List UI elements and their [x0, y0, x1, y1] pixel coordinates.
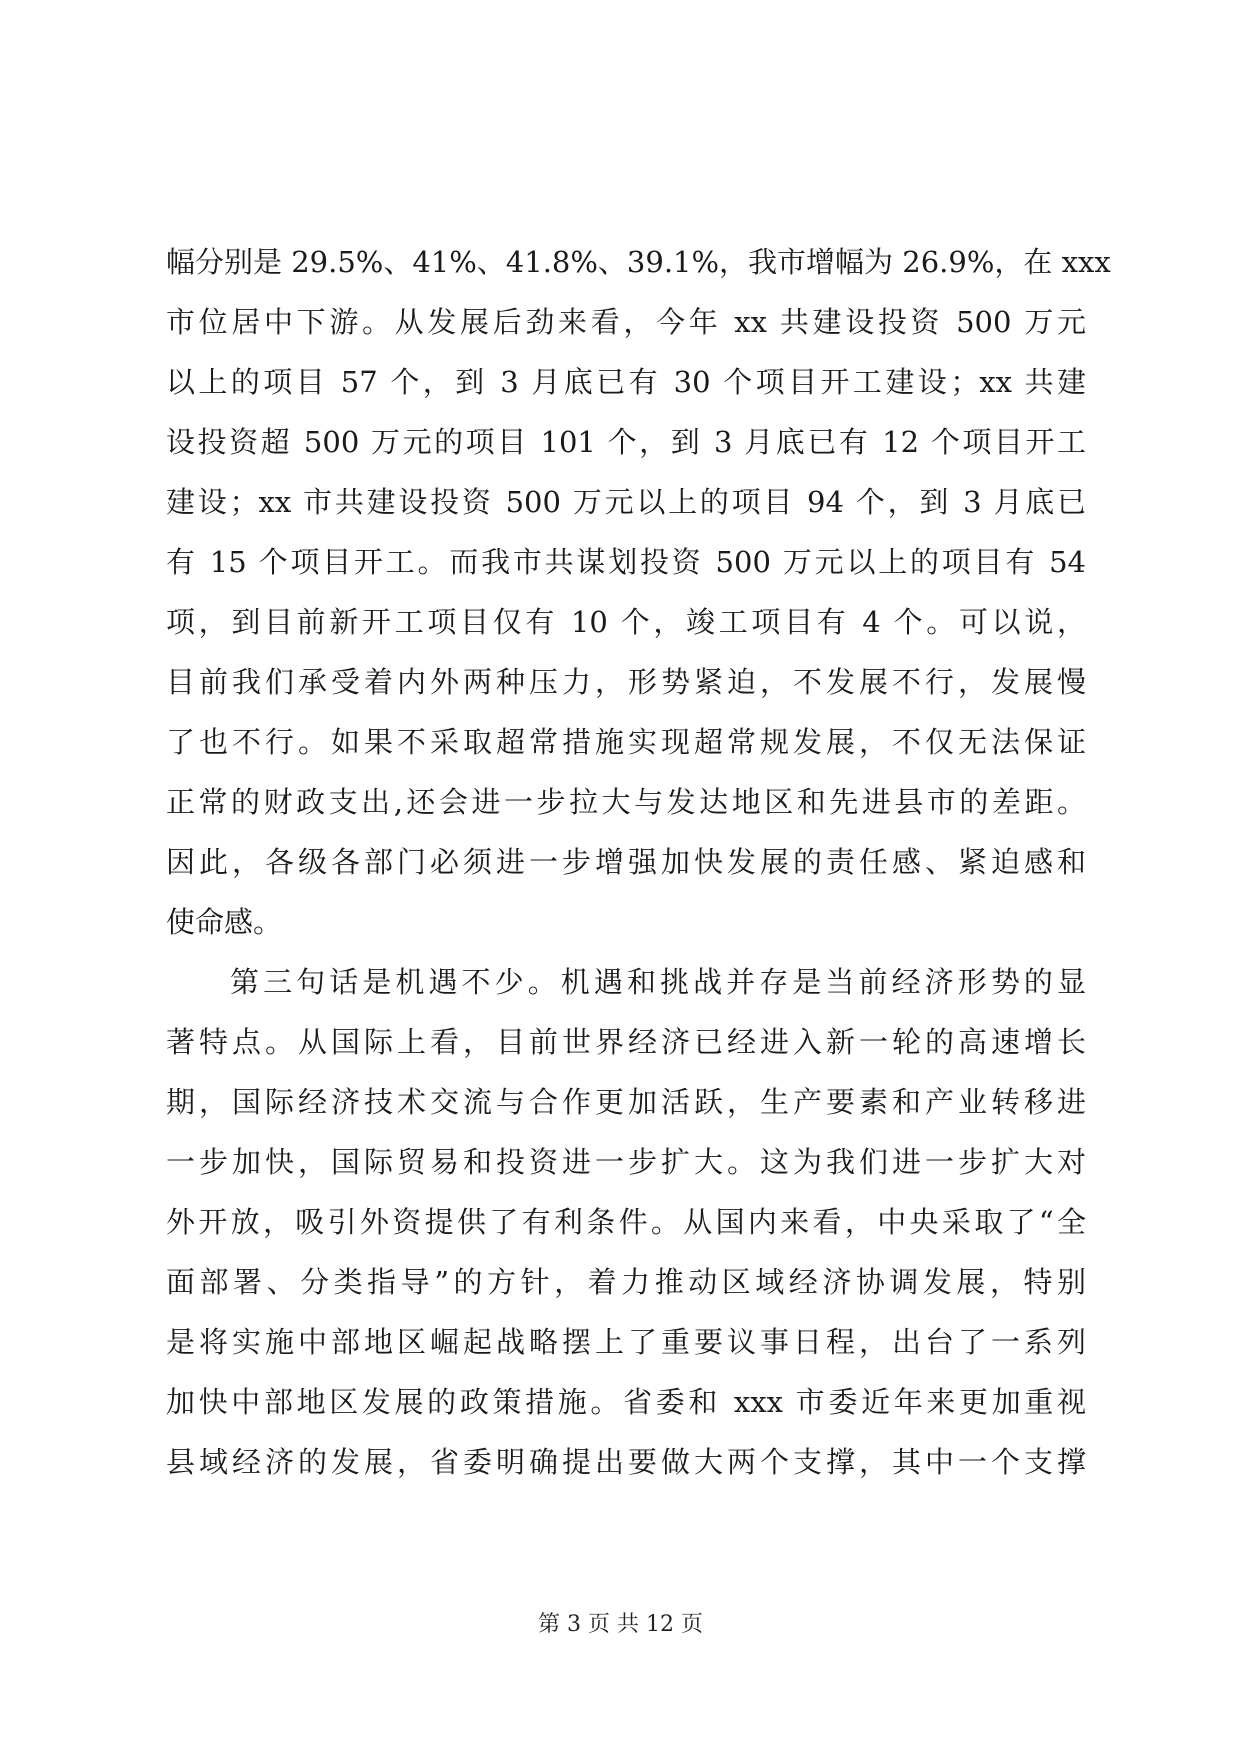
text-line: 县域经济的发展，省委明确提出要做大两个支撑，其中一个支撑: [166, 1445, 1086, 1479]
text-line: 期，国际经济技术交流与合作更加活跃，生产要素和产业转移进: [166, 1085, 1086, 1119]
text-line: 建设；xx 市共建设投资 500 万元以上的项目 94 个，到 3 月底已: [166, 485, 1086, 519]
text-line: 因此，各级各部门必须进一步增强加快发展的责任感、紧迫感和: [166, 845, 1086, 879]
text-line: 是将实施中部地区崛起战略摆上了重要议事日程，出台了一系列: [166, 1325, 1086, 1359]
text-line: 一步加快，国际贸易和投资进一步扩大。这为我们进一步扩大对: [166, 1145, 1086, 1179]
text-line: 市位居中下游。从发展后劲来看，今年 xx 共建设投资 500 万元: [166, 305, 1086, 339]
page-number-footer: 第 3 页 共 12 页: [538, 1612, 703, 1637]
paragraph-2: [166, 952, 1086, 1492]
document-body: [166, 232, 1111, 1492]
text-line: 正常的财政支出,还会进一步拉大与发达地区和先进县市的差距。: [166, 785, 1086, 819]
text-line: 以上的项目 57 个，到 3 月底已有 30 个项目开工建设；xx 共建: [166, 365, 1086, 399]
text-line: 项，到目前新开工项目仅有 10 个，竣工项目有 4 个。可以说，: [166, 605, 1086, 639]
text-line: 目前我们承受着内外两种压力，形势紧迫，不发展不行，发展慢: [166, 665, 1086, 699]
text-line: 外开放，吸引外资提供了有利条件。从国内来看，中央采取了“全: [166, 1205, 1086, 1239]
text-line: 设投资超 500 万元的项目 101 个，到 3 月底已有 12 个项目开工: [166, 425, 1086, 459]
text-line: 有 15 个项目开工。而我市共谋划投资 500 万元以上的项目有 54: [166, 545, 1086, 579]
text-line: 面部署、分类指导”的方针，着力推动区域经济协调发展，特别: [166, 1265, 1086, 1299]
text-line: 著特点。从国际上看，目前世界经济已经进入新一轮的高速增长: [166, 1025, 1086, 1059]
text-line: 幅分别是 29.5%、41%、41.8%、39.1%，我市增幅为 26.9%，在 xxx: [166, 245, 1111, 279]
text-line: 了也不行。如果不采取超常措施实现超常规发展，不仅无法保证: [166, 725, 1086, 759]
paragraph-1: [166, 232, 1111, 952]
text-line: 第三句话是机遇不少。机遇和挑战并存是当前经济形势的显: [230, 965, 1086, 999]
text-line: 加快中部地区发展的政策措施。省委和 xxx 市委近年来更加重视: [166, 1385, 1086, 1419]
text-line: 使命感。: [166, 905, 283, 939]
